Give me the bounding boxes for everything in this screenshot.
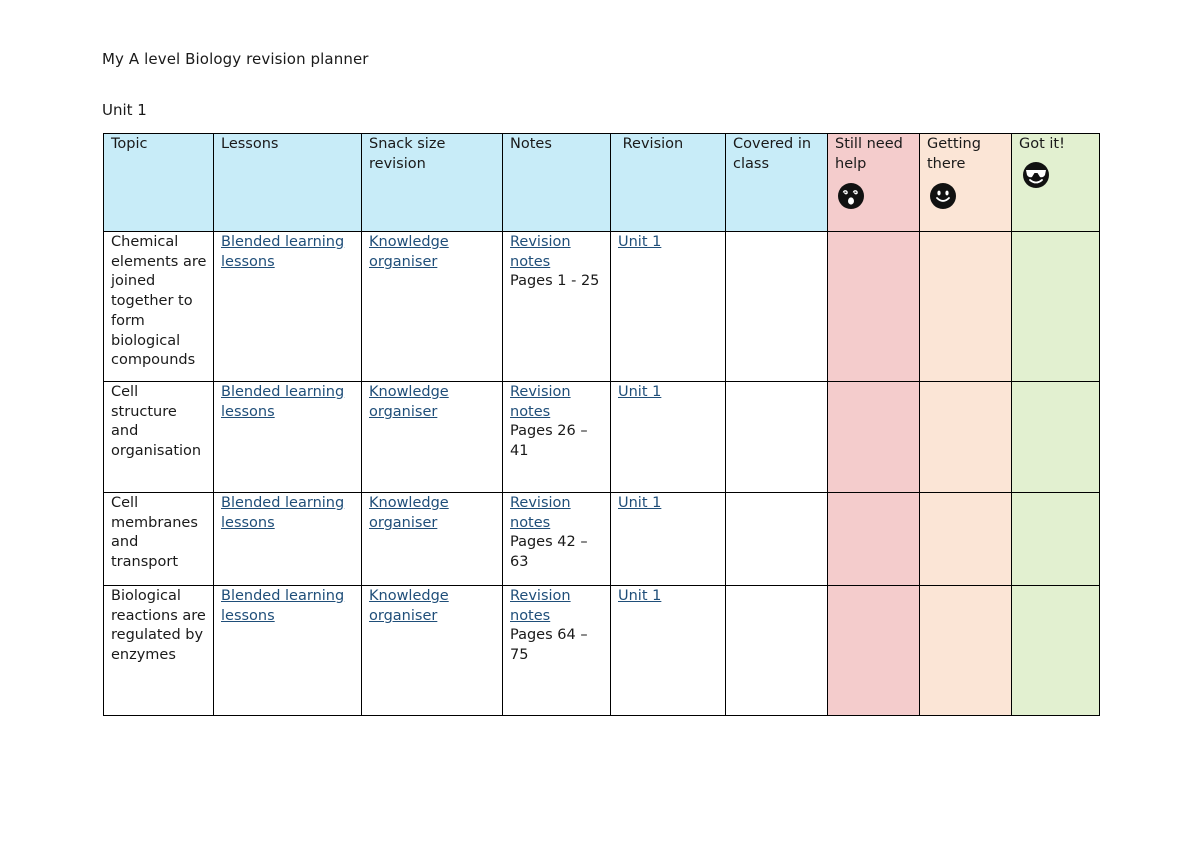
- knowledge-organiser-link[interactable]: Knowledge organiser: [369, 495, 449, 531]
- got-it-cell[interactable]: [1012, 382, 1100, 493]
- unit-1-link[interactable]: Unit 1: [618, 495, 662, 511]
- notes-cell: [503, 382, 611, 493]
- notes-cell: [503, 586, 611, 716]
- sunglasses-face-icon: [1021, 161, 1093, 189]
- unit-1-link[interactable]: Unit 1: [618, 384, 662, 400]
- revision-cell: [611, 382, 726, 493]
- header-snack-size-revision: Snack size revision: [362, 134, 503, 232]
- header-still-need-help-label: Still need help: [835, 136, 903, 172]
- unit-1-link[interactable]: Unit 1: [618, 588, 662, 604]
- revision-notes-link[interactable]: Revision notes: [510, 384, 571, 420]
- revision-planner-table: [103, 133, 1100, 716]
- revision-notes-link[interactable]: Revision notes: [510, 234, 571, 270]
- getting-there-cell[interactable]: [920, 382, 1012, 493]
- table-header-row: [104, 134, 1100, 232]
- dizzy-face-icon: [837, 182, 913, 210]
- still-need-help-cell[interactable]: [828, 382, 920, 493]
- notes-pages-text: Pages 1 - 25: [510, 273, 600, 290]
- document-title: My A level Biology revision planner: [102, 50, 369, 68]
- unit-heading: Unit 1: [102, 101, 147, 119]
- notes-cell: [503, 232, 611, 382]
- revision-cell: [611, 586, 726, 716]
- header-lessons: Lessons: [214, 134, 362, 232]
- header-got-it-label: Got it!: [1019, 136, 1065, 152]
- got-it-cell[interactable]: [1012, 586, 1100, 716]
- covered-cell[interactable]: [726, 493, 828, 586]
- table-row: [104, 586, 1100, 716]
- revision-cell: [611, 493, 726, 586]
- revision-cell: [611, 232, 726, 382]
- header-covered-in-class: Covered in class: [726, 134, 828, 232]
- covered-cell[interactable]: [726, 232, 828, 382]
- lessons-cell: [214, 232, 362, 382]
- notes-cell: [503, 493, 611, 586]
- notes-pages-text: Pages 26 – 41: [510, 423, 588, 460]
- table-row: [104, 232, 1100, 382]
- still-need-help-cell[interactable]: [828, 586, 920, 716]
- notes-pages-text: Pages 64 – 75: [510, 627, 588, 664]
- knowledge-organiser-link[interactable]: Knowledge organiser: [369, 588, 449, 624]
- header-got-it: [1012, 134, 1100, 232]
- header-getting-there-label: Getting there: [927, 136, 981, 172]
- header-revision: Revision: [611, 134, 726, 232]
- knowledge-organiser-link[interactable]: Knowledge organiser: [369, 234, 449, 270]
- header-still-need-help: [828, 134, 920, 232]
- covered-cell[interactable]: [726, 382, 828, 493]
- still-need-help-cell[interactable]: [828, 232, 920, 382]
- header-getting-there: [920, 134, 1012, 232]
- topic-cell: Biological reactions are regulated by enzymes: [104, 586, 214, 716]
- snack-cell: [362, 586, 503, 716]
- snack-cell: [362, 382, 503, 493]
- got-it-cell[interactable]: [1012, 232, 1100, 382]
- getting-there-cell[interactable]: [920, 493, 1012, 586]
- blended-learning-lessons-link[interactable]: Blended learning lessons: [221, 234, 345, 270]
- still-need-help-cell[interactable]: [828, 493, 920, 586]
- notes-pages-text: Pages 42 – 63: [510, 534, 588, 571]
- revision-notes-link[interactable]: Revision notes: [510, 588, 571, 624]
- covered-cell[interactable]: [726, 586, 828, 716]
- header-topic: Topic: [104, 134, 214, 232]
- got-it-cell[interactable]: [1012, 493, 1100, 586]
- revision-notes-link[interactable]: Revision notes: [510, 495, 571, 531]
- blended-learning-lessons-link[interactable]: Blended learning lessons: [221, 384, 345, 420]
- lessons-cell: [214, 586, 362, 716]
- lessons-cell: [214, 493, 362, 586]
- knowledge-organiser-link[interactable]: Knowledge organiser: [369, 384, 449, 420]
- topic-cell: Cell membranes and transport: [104, 493, 214, 586]
- smiling-face-icon: [929, 182, 1005, 210]
- topic-cell: Chemical elements are joined together to form biological compounds: [104, 232, 214, 382]
- table-row: [104, 493, 1100, 586]
- header-notes: Notes: [503, 134, 611, 232]
- table-row: [104, 382, 1100, 493]
- blended-learning-lessons-link[interactable]: Blended learning lessons: [221, 495, 345, 531]
- lessons-cell: [214, 382, 362, 493]
- snack-cell: [362, 493, 503, 586]
- blended-learning-lessons-link[interactable]: Blended learning lessons: [221, 588, 345, 624]
- getting-there-cell[interactable]: [920, 586, 1012, 716]
- snack-cell: [362, 232, 503, 382]
- getting-there-cell[interactable]: [920, 232, 1012, 382]
- topic-cell: Cell structure and organisation: [104, 382, 214, 493]
- unit-1-link[interactable]: Unit 1: [618, 234, 662, 250]
